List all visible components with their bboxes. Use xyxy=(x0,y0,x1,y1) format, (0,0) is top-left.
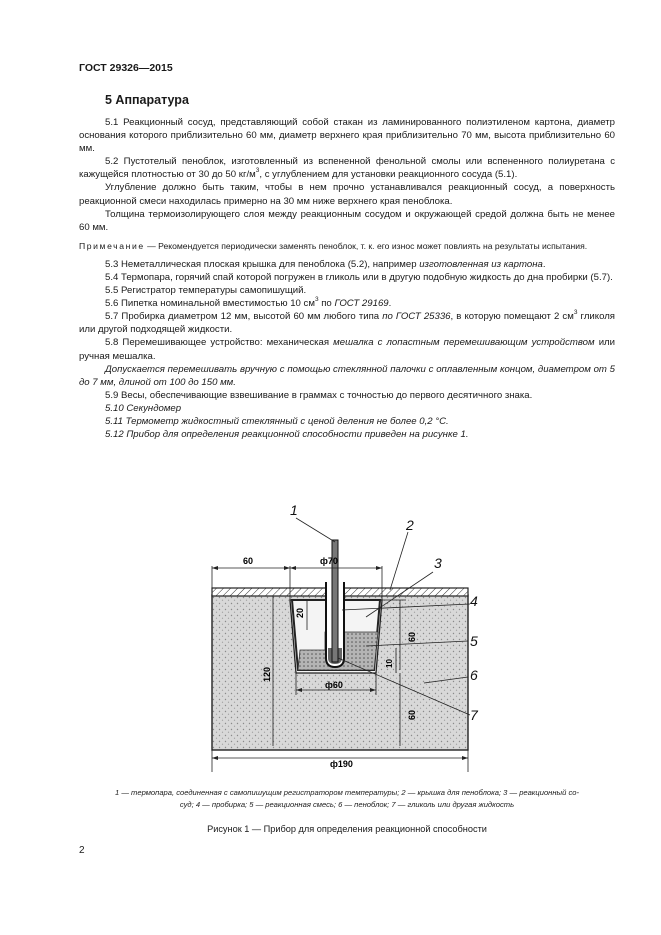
callout-3: 3 xyxy=(434,555,442,571)
dim-d60: ф60 xyxy=(325,680,343,690)
para-5-8-italic: мешалка с лопастным перемешивающим устройством xyxy=(333,337,595,349)
para-5-2-text: 5.2 Пустотелый пеноблок, изготовленный из вспененной фенольной смолы или вспененного полиуретана с кажущейся плотностью от 30 до 50 кг/м xyxy=(79,156,615,181)
body-text xyxy=(79,116,615,441)
superscript: 3 xyxy=(314,296,319,304)
note-label: Примечание xyxy=(79,240,145,251)
note xyxy=(79,240,615,252)
para-5-5: 5.5 Регистратор температуры самопишущий. xyxy=(105,285,307,297)
dim-20: 20 xyxy=(295,607,305,618)
para-5-6-italic: ГОСТ 29169 xyxy=(334,298,389,310)
dim-60-top: 60 xyxy=(243,556,254,566)
para-5-3-tail: . xyxy=(542,258,546,270)
para-5-7-italic: по ГОСТ 25336 xyxy=(382,311,451,323)
para-5-7-text: 5.7 Пробирка диаметром 12 мм, высотой 60 мм любого типа xyxy=(105,311,383,323)
dim-d190: ф190 xyxy=(330,759,353,769)
para-5-7-tail: гликоля или другой подходящей жидкости. xyxy=(79,311,615,336)
section-title: 5 Аппаратура xyxy=(105,93,189,107)
para-5-7 xyxy=(79,310,615,336)
para-5-3-text: 5.3 Неметаллическая плоская крышка для пеноблока (5.2), например xyxy=(105,258,420,270)
dim-120: 120 xyxy=(262,666,272,682)
para-5-6 xyxy=(79,297,615,310)
callout-5: 5 xyxy=(470,633,478,649)
dim-d70: ф70 xyxy=(320,556,338,566)
para-5-8-manual: Допускается перемешивать вручную с помощью стеклянной палочки с оплавленным концом, диаметром от 5 до 7 мм, длиной от 100 до 150 мм. xyxy=(79,363,615,388)
para-5-3 xyxy=(79,258,615,271)
dim-60-right: 60 xyxy=(407,631,417,642)
para-5-6-tail: . xyxy=(388,298,392,310)
callout-1: 1 xyxy=(290,502,298,518)
para-5-8-text: 5.8 Перемешивающее устройство: механическая xyxy=(105,337,334,349)
callout-4: 4 xyxy=(470,593,478,609)
document-header: ГОСТ 29326—2015 xyxy=(79,62,173,74)
para-5-2 xyxy=(79,155,615,181)
page-number: 2 xyxy=(79,845,85,856)
para-5-3-italic: изготовленная из картона xyxy=(419,258,543,270)
legend-line-2: суд; 4 — пробирка; 5 — реакционная смесь; 6 — пеноблок; 7 — гликоль или другая жидкость xyxy=(179,800,515,809)
figure-caption: Рисунок 1 — Прибор для определения реакционной способности xyxy=(207,824,487,834)
para-5-7-mid: , в которую помещают 2 см xyxy=(450,311,574,323)
para-5-12: 5.12 Прибор для определения реакционной способности приведен на рисунке 1. xyxy=(105,429,469,441)
para-5-8-tail: или ручная мешалка. xyxy=(79,337,616,362)
para-5-2-thickness: Толщина термоизолирующего слоя между реакционным сосудом и окружающей средой должна быть не менее 60 мм. xyxy=(79,208,615,233)
note-text: — Рекомендуется периодически заменять пеноблок, т. к. его износ может повлиять на результаты испытания. xyxy=(144,240,588,251)
para-5-8 xyxy=(79,336,615,362)
para-5-6-text: 5.6 Пипетка номинальной вместимостью 10 см xyxy=(105,298,315,310)
superscript: 3 xyxy=(573,309,578,317)
legend-line-1: 1 — термопара, соединенная с самопишущим регистратором температуры; 2 — крышка для пеноблока; 3 — реакционный со- xyxy=(114,788,579,797)
callout-7: 7 xyxy=(470,707,478,723)
para-5-10: 5.10 Секундомер xyxy=(105,402,182,414)
para-5-4: 5.4 Термопара, горячий спай которой погружен в гликоль или в другую подобную жидкость до дна пробирки (5.7). xyxy=(105,271,613,283)
callout-2: 2 xyxy=(406,517,414,533)
dim-10: 10 xyxy=(385,659,394,668)
figure-apparatus-diagram xyxy=(170,500,500,780)
para-5-6-mid: по xyxy=(318,298,335,310)
para-5-1: 5.1 Реакционный сосуд, представляющий собой стакан из ламинированного полиэтиленом картона, диаметр основания которого приблизительно 60 мм, диаметр верхнего края приблизительно 70 мм, высота приблизительно 60 мм. xyxy=(79,117,615,155)
para-5-2-tail: , с углублением для установки реакционного сосуда (5.1). xyxy=(259,169,518,181)
para-5-2-depth: Углубление должно быть таким, чтобы в нем прочно устанавливался реакционный сосуд, а поверхность реакционной смеси находилась примерно на 30 мм ниже верхнего края пеноблока. xyxy=(79,182,615,207)
superscript: 3 xyxy=(255,167,260,175)
callout-6: 6 xyxy=(470,667,478,683)
para-5-9: 5.9 Весы, обеспечивающие взвешивание в граммах с точностью до первого десятичного знака. xyxy=(105,389,533,401)
figure-legend xyxy=(79,787,615,811)
dim-60-bottom: 60 xyxy=(407,709,417,720)
para-5-11: 5.11 Термометр жидкостный стеклянный с ценой деления не более 0,2 °С. xyxy=(105,415,449,427)
